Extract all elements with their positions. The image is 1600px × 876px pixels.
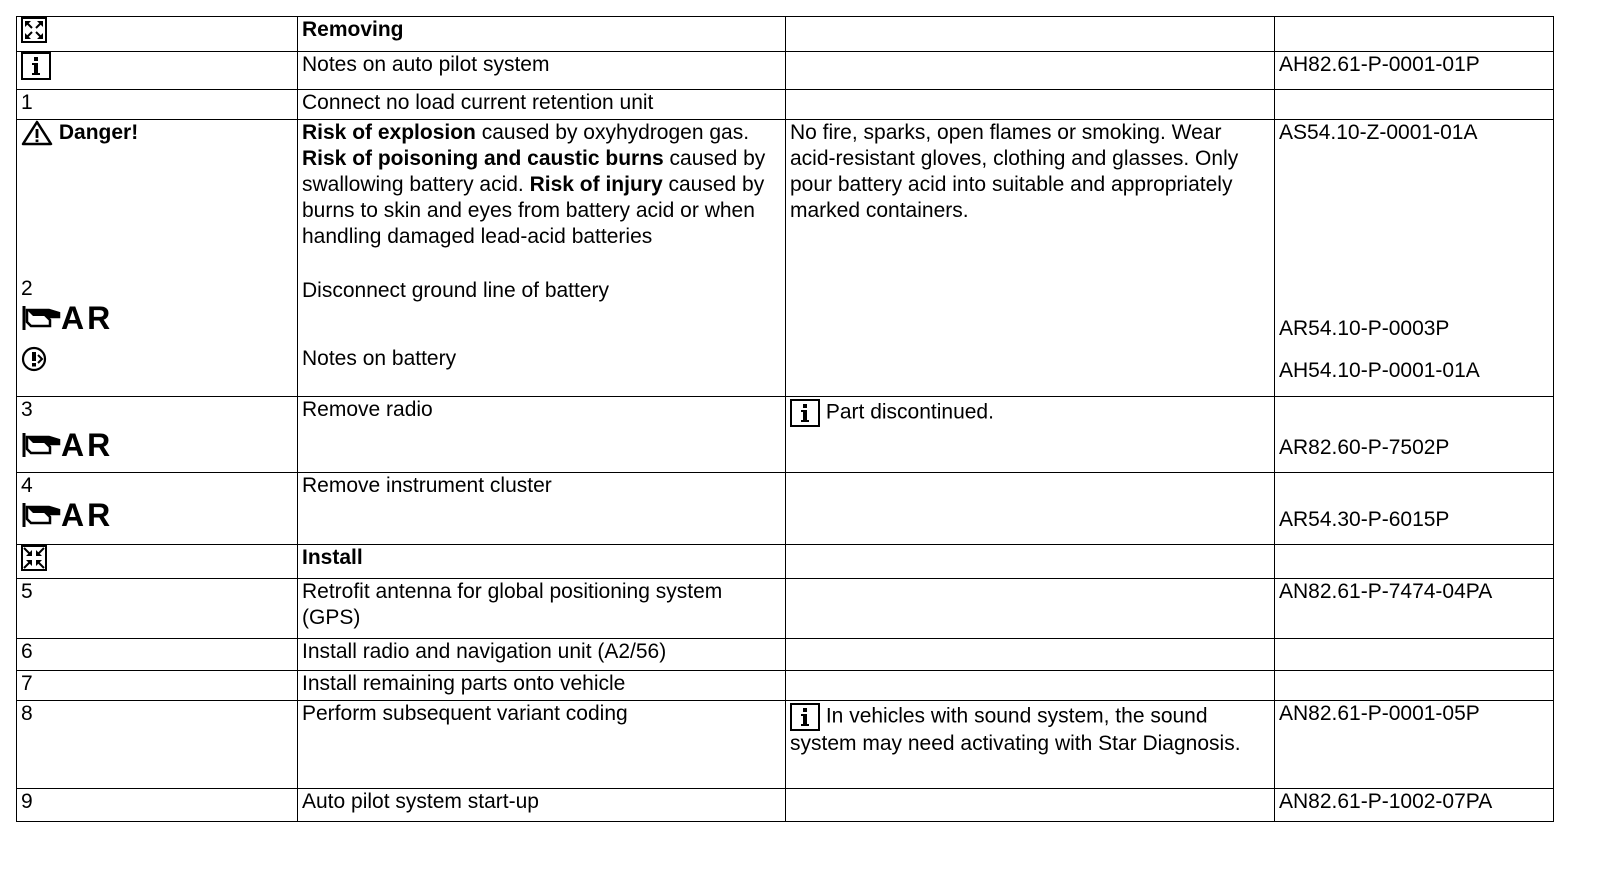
- step-number: 6: [17, 639, 298, 671]
- info-icon: [790, 399, 820, 427]
- note-text: Notes on battery: [302, 347, 457, 370]
- step-number: 8: [17, 701, 298, 789]
- doc-link[interactable]: AN82.61-P-7474-04PA: [1275, 579, 1554, 639]
- step-number: 3: [21, 398, 33, 421]
- info-note: Part discontinued.: [825, 400, 994, 424]
- expand-arrows-icon: [21, 17, 47, 43]
- doc-link[interactable]: AS54.10-Z-0001-01A: [1279, 121, 1478, 144]
- step-number: 1: [17, 90, 298, 120]
- step-text: Connect no load current retention unit: [298, 90, 786, 120]
- info-note: In vehicles with sound system, the sound system may need activating with Star Diagnosis.: [790, 704, 1241, 755]
- step-number: 9: [17, 789, 298, 822]
- doc-link[interactable]: AR54.10-P-0003P: [1279, 317, 1450, 340]
- doc-link[interactable]: AH82.61-P-0001-01P: [1275, 52, 1554, 90]
- section-title-removing: Removing: [298, 17, 786, 52]
- step-row: [17, 639, 1554, 671]
- info-title: Notes on auto pilot system: [298, 52, 786, 90]
- info-icon: [790, 703, 820, 731]
- circle-exclamation-icon: [21, 346, 47, 372]
- info-icon: [21, 52, 51, 80]
- step-text: Perform subsequent variant coding: [298, 701, 786, 789]
- step-row: [17, 789, 1554, 822]
- step-row: [17, 701, 1554, 789]
- info-row: [17, 52, 1554, 90]
- step-text: Retrofit antenna for global positioning system (GPS): [298, 579, 786, 639]
- ar-label: AR: [61, 300, 114, 336]
- step-row: [17, 579, 1554, 639]
- warning-triangle-icon: [21, 120, 53, 146]
- doc-link[interactable]: AH54.10-P-0001-01A: [1279, 359, 1480, 382]
- collapse-arrows-icon: [21, 545, 47, 571]
- section-title-install: Install: [298, 545, 786, 579]
- step-text: Auto pilot system start-up: [298, 789, 786, 822]
- step-row: [17, 671, 1554, 701]
- step-number: 2: [21, 277, 33, 300]
- danger-label: Danger!: [58, 121, 139, 144]
- step-text: Install remaining parts onto vehicle: [298, 671, 786, 701]
- danger-remedy: No fire, sparks, open flames or smoking. Wear acid-resistant gloves, clothing and glasses. Only pour battery acid into suitable and appropriately marked containers.: [786, 120, 1275, 397]
- doc-link[interactable]: AN82.61-P-0001-05P: [1275, 701, 1554, 789]
- pointing-hand-icon: [21, 431, 61, 459]
- step-number: 7: [17, 671, 298, 701]
- step-text: Remove radio: [298, 397, 786, 473]
- pointing-hand-icon: [21, 304, 61, 332]
- doc-link[interactable]: AN82.61-P-1002-07PA: [1275, 789, 1554, 822]
- step-row: [17, 120, 1554, 397]
- doc-link[interactable]: AR54.30-P-6015P: [1279, 508, 1450, 531]
- section-icon-cell: [17, 17, 298, 52]
- step-text: Disconnect ground line of battery: [302, 279, 610, 302]
- step-row: [17, 90, 1554, 120]
- section-row-install: [17, 545, 1554, 579]
- step-number: 5: [17, 579, 298, 639]
- ar-label: AR: [61, 427, 114, 463]
- step-text: Install radio and navigation unit (A2/56): [298, 639, 786, 671]
- danger-text: Risk of explosion caused by oxyhydrogen gas. Risk of poisoning and caustic burns caused by swallowing battery acid. Risk of injury caused by burns to skin and eyes from battery acid or when handling damaged lead-acid batteries: [302, 121, 766, 248]
- procedure-table: [16, 16, 1554, 822]
- doc-link[interactable]: AR82.60-P-7502P: [1279, 436, 1450, 459]
- step-text: Remove instrument cluster: [298, 473, 786, 545]
- step-row: [17, 473, 1554, 545]
- pointing-hand-icon: [21, 501, 61, 529]
- section-row-removing: [17, 17, 1554, 52]
- step-row: [17, 397, 1554, 473]
- ar-label: AR: [61, 497, 114, 533]
- step-number: 4: [21, 474, 33, 497]
